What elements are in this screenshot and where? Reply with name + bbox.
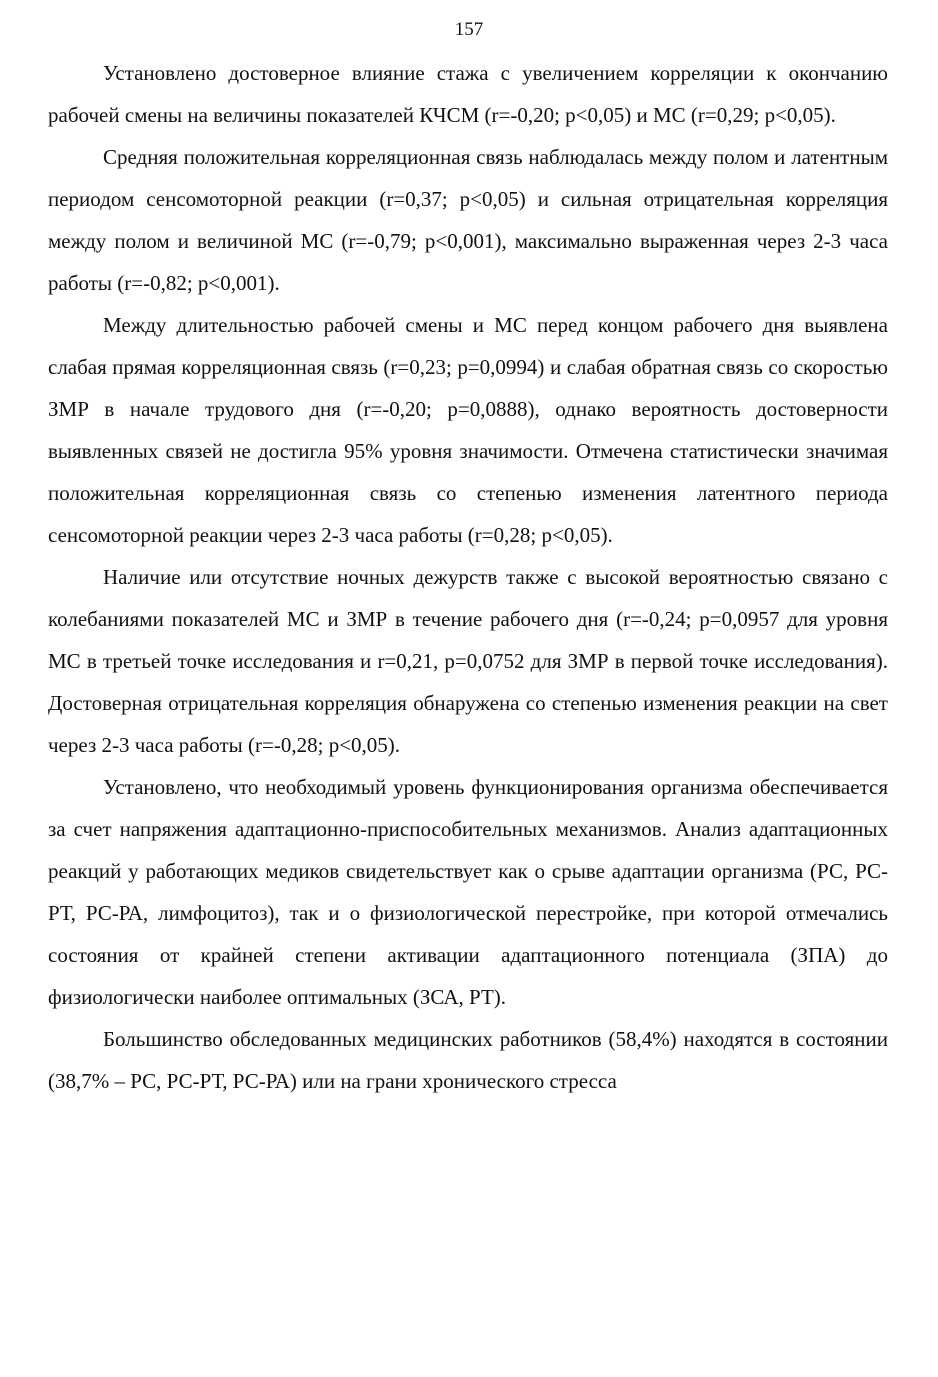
paragraph-6: Большинство обследованных медицинских работников (58,4%) находятся в состоянии (38,7% – РС, РС-РТ, РС-РА) или на грани хронического стресса xyxy=(48,1027,888,1093)
paragraph-5: Установлено, что необходимый уровень функционирования организма обеспечивается за счет напряжения адаптационно-приспособительных механизмов. Анализ адаптационных реакций у работающих медиков свидетельствует как о срыве адаптации организма (РС, РС-РТ, РС-РА, лимфоцитоз), так и о физиологической перестройке, при которой отмечались состояния от крайней степени активации адаптационного потенциала (ЗПА) до физиологически наиболее оптимальных (ЗСА, РТ). xyxy=(48,775,888,1009)
paragraph-1: Установлено достоверное влияние стажа с увеличением корреляции к окончанию рабочей смены на величины показателей КЧСМ (r=-0,20; p<0,05) и МС (r=0,29; p<0,05). xyxy=(48,61,888,127)
paragraph-3: Между длительностью рабочей смены и МС перед концом рабочего дня выявлена слабая прямая корреляционная связь (r=0,23; p=0,0994) и слабая обратная связь со скоростью ЗМР в начале трудового дня (r=-0,20; p=0,0888), однако вероятность достоверности выявленных связей не достигла 95% уровня значимости. Отмечена статистически значимая положительная корреляционная связь со степенью изменения латентного периода сенсомоторной реакции через 2-3 часа работы (r=0,28; p<0,05). xyxy=(48,313,888,547)
paragraph-4: Наличие или отсутствие ночных дежурств также с высокой вероятностью связано с колебаниями показателей МС и ЗМР в течение рабочего дня (r=-0,24; p=0,0957 для уровня МС в третьей точке исследования и r=0,21, p=0,0752 для ЗМР в первой точке исследования). Достоверная отрицательная корреляция обнаружена со степенью изменения реакции на свет через 2-3 часа работы (r=-0,28; p<0,05). xyxy=(48,565,888,757)
page-number: 157 xyxy=(454,19,484,40)
paragraph-2: Средняя положительная корреляционная связь наблюдалась между полом и латентным периодом сенсомоторной реакции (r=0,37; p<0,05) и сильная отрицательная корреляция между полом и величиной МС (r=-0,79; p<0,001), максимально выраженная через 2-3 часа работы (r=-0,82; p<0,001). xyxy=(48,145,888,295)
document-body xyxy=(48,52,888,1102)
